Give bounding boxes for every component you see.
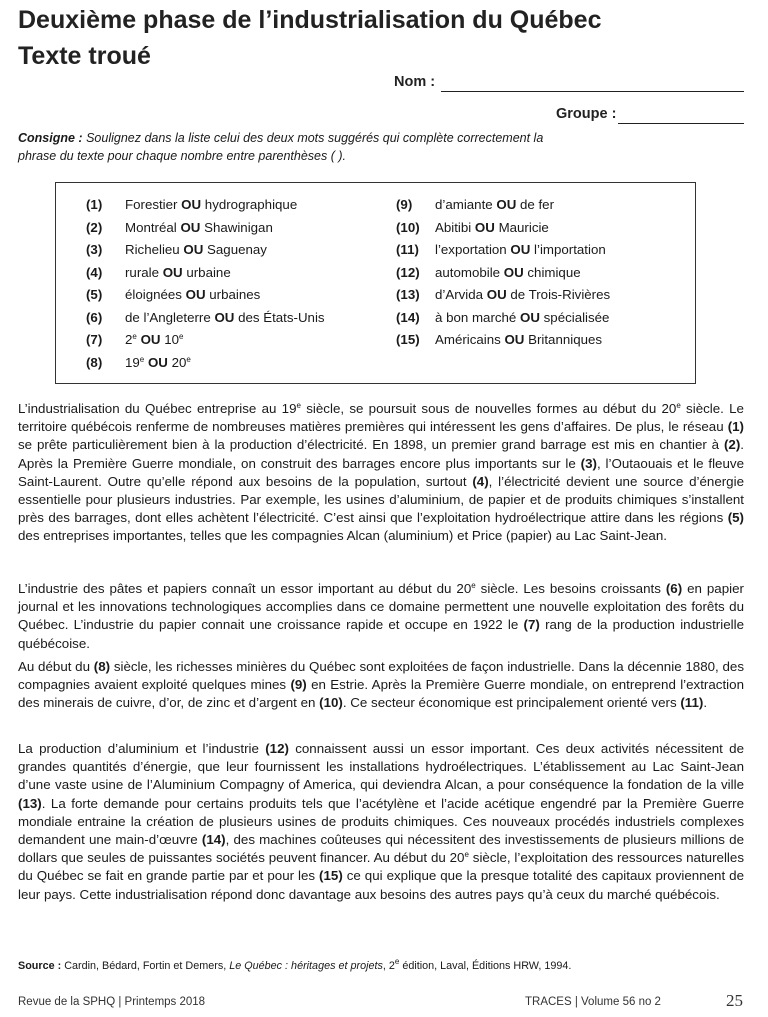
nom-input-line[interactable] [441,91,744,92]
page-subtitle: Texte troué [18,42,151,70]
choice-options[interactable]: 2e OU 10e [125,332,184,347]
instructions [18,129,578,165]
choice-number: (11) [396,242,419,257]
word-choices-box [55,182,696,384]
choice-number: (13) [396,287,420,302]
choice-options[interactable]: Abitibi OU Mauricie [435,219,549,235]
source-citation: Source : Cardin, Bédard, Fortin et Demers, Le Québec : héritages et projets, 2e édition, Laval, Éditions HRW, 1994. [18,957,572,972]
instructions-label: Consigne : [18,131,83,145]
choice-options[interactable]: rurale OU urbaine [125,264,231,280]
footer-right: TRACES | Volume 56 no 2 [525,996,661,1008]
choice-options[interactable]: à bon marché OU spécialisée [435,309,610,325]
choice-number: (3) [86,242,103,257]
nom-field [394,74,744,94]
paragraph: L’industrie des pâtes et papiers connaît un essor important au début du 20e siècle. Les besoins croissants (6) en papier journal et les innovations technologiques accomplies dans ce domaine permettent une nouvelle exploitation des forêts du Québec. L’industrie du papier connait une croissance rapide et occupe en 1922 le (7) rang de la production industrielle québécoise. [18,581,744,651]
paragraph: L’industrialisation du Québec entreprise au 19e siècle, se poursuit sous de nouvelles formes au début du 20e siècle. Le territoire québécois renferme de nombreuses matières premières qui intéressent les gens d’affaires. De plus, le réseau (1) se prête particulièrement bien à la production d’électricité. En 1898, un premier grand barrage est mis en chantier à (2). Après la Première Guerre mondiale, on construit des barrages encore plus importants sur le (3), l’Outaouais et le fleuve Saint-Laurent. Outre qu’elle répond aux besoins de la population, surtout (4), l’électricité devient une source d’énergie essentielle pour plusieurs industries. Par exemple, les usines d’aluminium, de papier et de produits chimiques s’installent près des barrages, dont elles achètent l’électricité. C’est ainsi que l’exploitation hydroélectrique attire dans les régions (5) des entreprises importantes, telles que les compagnies Alcan (aluminium) et Price (papier) au Lac Saint-Jean. [18,401,744,544]
nom-label: Nom : [394,74,436,90]
paragraph: Au début du (8) siècle, les richesses minières du Québec sont exploitées de façon industrielle. Dans la décennie 1880, des compagnies avaient exploité quelques mines (9) en Estrie. Après la Première Guerre mondiale, on entreprend l’extraction des minerais de cuivre, d’or, de zinc et d’argent en (10). Ce secteur économique est principalement orienté vers (11). [18,659,744,711]
groupe-field [556,106,744,126]
page-title: Deuxième phase de l’industrialisation du Québec [18,6,602,34]
choice-options[interactable]: Forestier OU hydrographique [125,197,298,212]
choice-number: (12) [396,264,420,280]
choice-options[interactable]: éloignées OU urbaines [125,287,261,302]
choice-options[interactable]: d’amiante OU de fer [435,197,555,212]
choice-number: (15) [396,332,420,347]
choice-number: (10) [396,219,420,235]
choice-options[interactable]: l’exportation OU l’importation [435,242,606,257]
paragraph: La production d’aluminium et l’industrie (12) connaissent aussi un essor important. Ces deux activités nécessitent de grandes quantités d’énergie, que leur fournissent les installations hydroélectriques. L’établissement au Lac Saint-Jean d’une vaste usine de l’Aluminium Compagny of America, qui deviendra Alcan, a pour conséquence la fondation de la ville (13). La forte demande pour certains produits tels que l’acétylène et l’acide acétique engendré par la Première Guerre mondiale entraine la création de plusieurs usines de produits chimiques. Ces nouveaux procédés industriels complexes demandent une main-d’œuvre (14), des machines coûteuses qui nécessitent des investissements de plusieurs millions de dollars que seules de puissantes sociétés peuvent financer. Au début du 20e siècle, l’exploitation des ressources naturelles du Québec se fait en grande partie par et pour les (15) ce qui explique que la presque totalité des capitaux proviennent de leur pays. Cette industrialisation répond donc davantage aux besoins des autres pays qu’à ceux du marché québécois. [18,741,745,902]
choice-number: (1) [86,197,103,212]
groupe-label: Groupe : [556,106,617,122]
choice-number: (6) [86,309,103,325]
choice-options[interactable]: Montréal OU Shawinigan [125,219,273,235]
choice-options[interactable]: Américains OU Britanniques [435,332,603,347]
choice-options[interactable]: 19e OU 20e [125,354,191,370]
choice-options[interactable]: d’Arvida OU de Trois-Rivières [435,287,611,302]
page-number: 25 [726,991,743,1010]
footer-left: Revue de la SPHQ | Printemps 2018 [18,996,206,1008]
choice-number: (4) [86,264,103,280]
choice-number: (2) [86,219,103,235]
choice-options[interactable]: automobile OU chimique [435,264,581,280]
choice-options[interactable]: Richelieu OU Saguenay [125,242,267,257]
choice-number: (8) [86,354,103,370]
choice-options[interactable]: de l’Angleterre OU des États-Unis [125,309,325,325]
choice-number: (5) [86,287,103,302]
instructions-text: Soulignez dans la liste celui des deux mots suggérés qui complète correctement la phrase du texte pour chaque nombre entre parenthèses ( ). [18,131,544,163]
choice-number: (14) [396,309,420,325]
choice-number: (7) [86,332,103,347]
groupe-input-line[interactable] [618,123,744,124]
choice-number: (9) [396,197,413,212]
